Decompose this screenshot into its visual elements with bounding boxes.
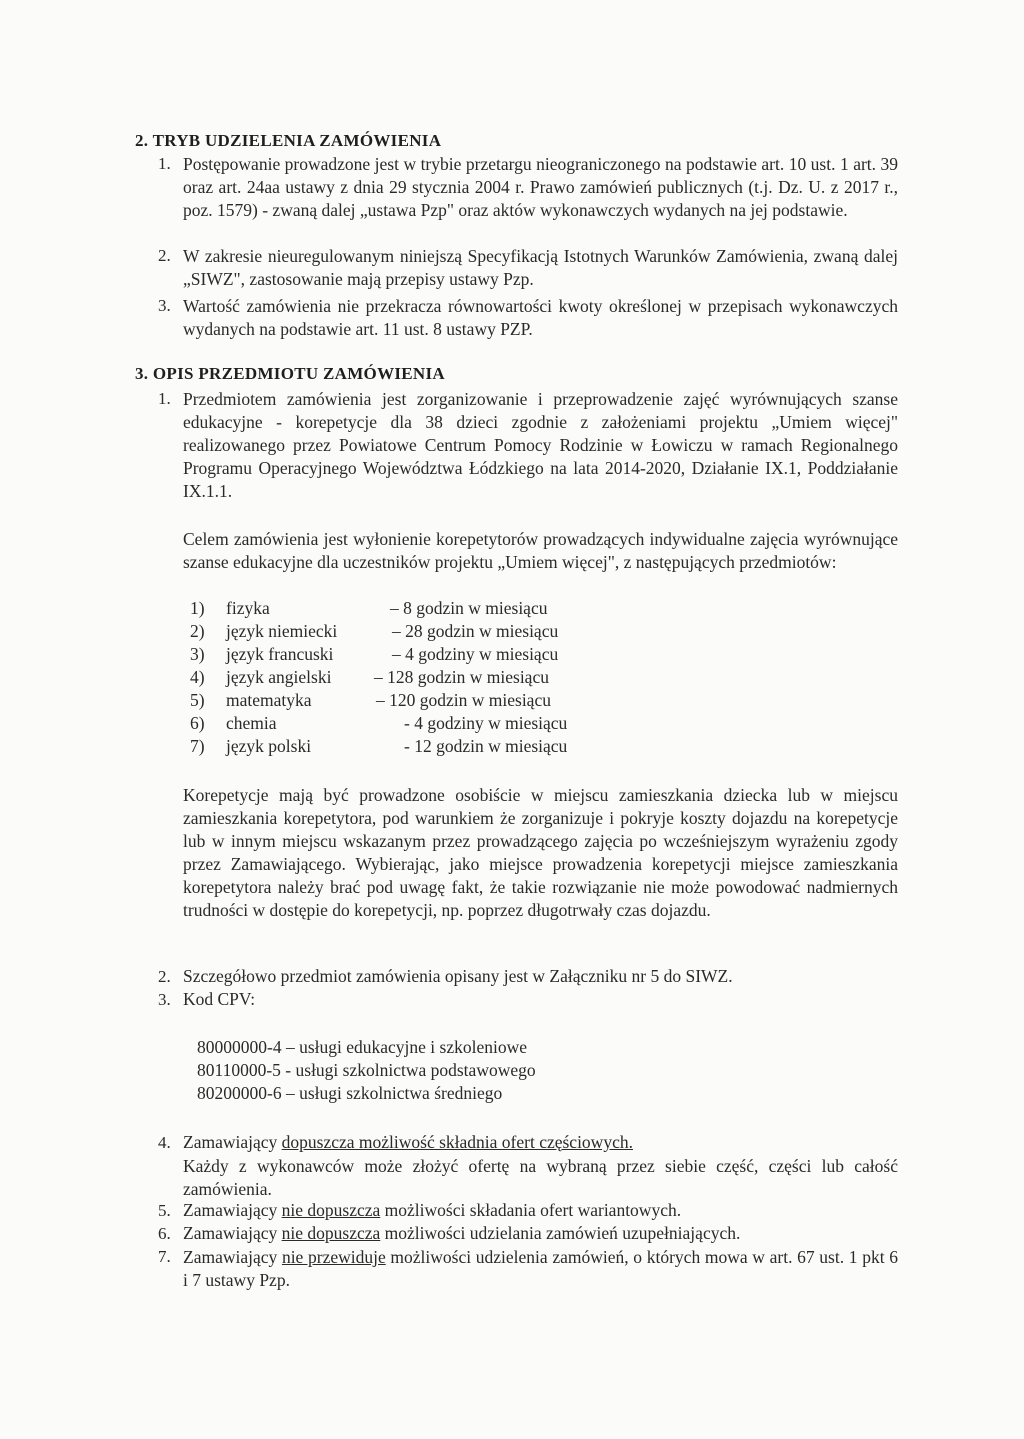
section-3-item-3-text: Kod CPV: xyxy=(183,989,256,1009)
section-3-item-1-text: Przedmiotem zamówienia jest zorganizowanie i przeprowadzenie zajęć wyrównujących szanse edukacyjne - korepetycje dla 38 dzieci zgodnie z założeniami projektu „Umiem więcej" realizowanego przez Powiatowe Centrum Pomocy Rodzinie w Łowiczu w ramach Regionalnego Programu Operacyjnego Województwa Łódzkiego na lata 2014-2020, Działanie IX.1, Poddziałanie IX.1.1. xyxy=(183,389,898,501)
section-2-item-1-text: Postępowanie prowadzone jest w trybie przetargu nieograniczonego na podstawie art. 10 ust. 1 art. 39 oraz art. 24aa ustawy z dnia 29 stycznia 2004 r. Prawo zamówień publicznych (t.j. Dz. U. z 2017 r., poz. 1579) - zwaną dalej „ustawa Pzp" oraz aktów wykonawczych wydanych na jej podstawie. xyxy=(183,154,898,220)
section-3-item-6-text xyxy=(183,1223,740,1244)
item-7-lead: Zamawiający xyxy=(183,1247,282,1267)
section-3-item-5-number: 5. xyxy=(158,1201,171,1220)
subject-number: 7) xyxy=(190,736,205,756)
section-3-item-3-number: 3. xyxy=(158,990,171,1009)
subject-name: język niemiecki xyxy=(226,621,338,641)
cpv-code: 80110000-5 - usługi szkolnictwa podstawowego xyxy=(197,1060,536,1080)
subject-number: 5) xyxy=(190,690,205,710)
section-3-item-4-text xyxy=(183,1132,633,1153)
subject-hours: - 12 godzin w miesiącu xyxy=(404,736,568,756)
subject-number: 2) xyxy=(190,621,205,641)
item-4-underlined: dopuszcza możliwość składnia ofert częściowych. xyxy=(281,1132,633,1152)
subject-hours: – 28 godzin w miesiącu xyxy=(392,621,559,641)
subject-hours: – 4 godziny w miesiącu xyxy=(392,644,559,664)
section-3-item-1-number: 1. xyxy=(158,389,171,408)
section-3-item-4-detail: Każdy z wykonawców może złożyć ofertę na wybraną przez siebie część, części lub całość zamówienia. xyxy=(183,1156,898,1199)
subject-name: fizyka xyxy=(226,598,270,618)
subject-name: język francuski xyxy=(226,644,334,664)
item-7-rest: możliwości udzielenia zamówień, o których mowa w art. 67 ust. 1 pkt 6 i 7 ustawy Pzp. xyxy=(183,1247,898,1290)
item-5-rest: możliwości składania ofert wariantowych. xyxy=(380,1200,682,1220)
subject-number: 3) xyxy=(190,644,205,664)
subject-hours: – 128 godzin w miesiącu xyxy=(374,667,549,687)
section-2-heading: 2. TRYB UDZIELENIA ZAMÓWIENIA xyxy=(135,131,442,150)
item-6-rest: możliwości udzielania zamówień uzupełniających. xyxy=(380,1223,741,1243)
section-3-heading: 3. OPIS PRZEDMIOTU ZAMÓWIENIA xyxy=(135,364,446,383)
section-3-item-5-text xyxy=(183,1200,681,1221)
cpv-code: 80000000-4 – usługi edukacyjne i szkoleniowe xyxy=(197,1037,528,1057)
section-2-item-1-number: 1. xyxy=(158,154,171,173)
cpv-code: 80200000-6 – usługi szkolnictwa średniego xyxy=(197,1083,503,1103)
subject-hours: – 120 godzin w miesiącu xyxy=(376,690,551,710)
section-2-item-3-number: 3. xyxy=(158,296,171,315)
section-3-item-7-text xyxy=(183,1246,898,1292)
item-6-underlined: nie dopuszcza xyxy=(281,1223,381,1243)
tutoring-paragraph: Korepetycje mają być prowadzone osobiście w miejscu zamieszkania dziecka lub w miejscu zamieszkania korepetytora, pod warunkiem że zorganizuje i pokryje koszty dojazdu na korepetycje lub w innym miejscu wskazanym przez prowadzącego zajęcia po wcześniejszym wyrażeniu zgody przez Zamawiającego. Wybierając, jako miejsce prowadzenia korepetycji miejsce zamieszkania korepetytora należy brać pod uwagę fakt, że takie rozwiązanie nie może powodować nadmiernych trudności w dostępie do korepetycji, np. poprzez długotrwały czas dojazdu. xyxy=(183,785,898,920)
section-2-item-2-number: 2. xyxy=(158,246,171,265)
subject-hours: – 8 godzin w miesiącu xyxy=(390,598,548,618)
item-5-underlined: nie dopuszcza xyxy=(281,1200,381,1220)
subject-hours: - 4 godziny w miesiącu xyxy=(404,713,568,733)
subject-name: matematyka xyxy=(226,690,312,710)
subject-name: język angielski xyxy=(226,667,332,687)
item-5-lead: Zamawiający xyxy=(183,1200,282,1220)
subject-number: 4) xyxy=(190,667,205,687)
subject-name: język polski xyxy=(226,736,312,756)
subject-name: chemia xyxy=(226,713,277,733)
section-3-item-4-number: 4. xyxy=(158,1133,171,1152)
section-3-item-2-number: 2. xyxy=(158,967,171,986)
section-3-item-6-number: 6. xyxy=(158,1224,171,1243)
subject-number: 6) xyxy=(190,713,205,733)
section-3-item-2-text: Szczegółowo przedmiot zamówienia opisany jest w Załączniku nr 5 do SIWZ. xyxy=(183,966,733,986)
subject-number: 1) xyxy=(190,598,205,618)
item-4-lead: Zamawiający xyxy=(183,1132,282,1152)
section-2-item-3-text: Wartość zamówienia nie przekracza równowartości kwoty określonej w przepisach wykonawczych wydanych na podstawie art. 11 ust. 8 ustawy PZP. xyxy=(183,296,898,339)
item-7-underlined: nie przewiduje xyxy=(281,1247,386,1267)
section-2-item-2-text: W zakresie nieuregulowanym niniejszą Specyfikacją Istotnych Warunków Zamówienia, zwaną dalej „SIWZ", zastosowanie mają przepisy ustawy Pzp. xyxy=(183,246,898,289)
item-6-lead: Zamawiający xyxy=(183,1223,282,1243)
section-3-item-7-number: 7. xyxy=(158,1247,171,1266)
goal-paragraph: Celem zamówienia jest wyłonienie korepetytorów prowadzących indywidualne zajęcia wyrównujące szanse edukacyjne dla uczestników projektu „Umiem więcej", z następujących przedmiotów: xyxy=(183,529,898,572)
